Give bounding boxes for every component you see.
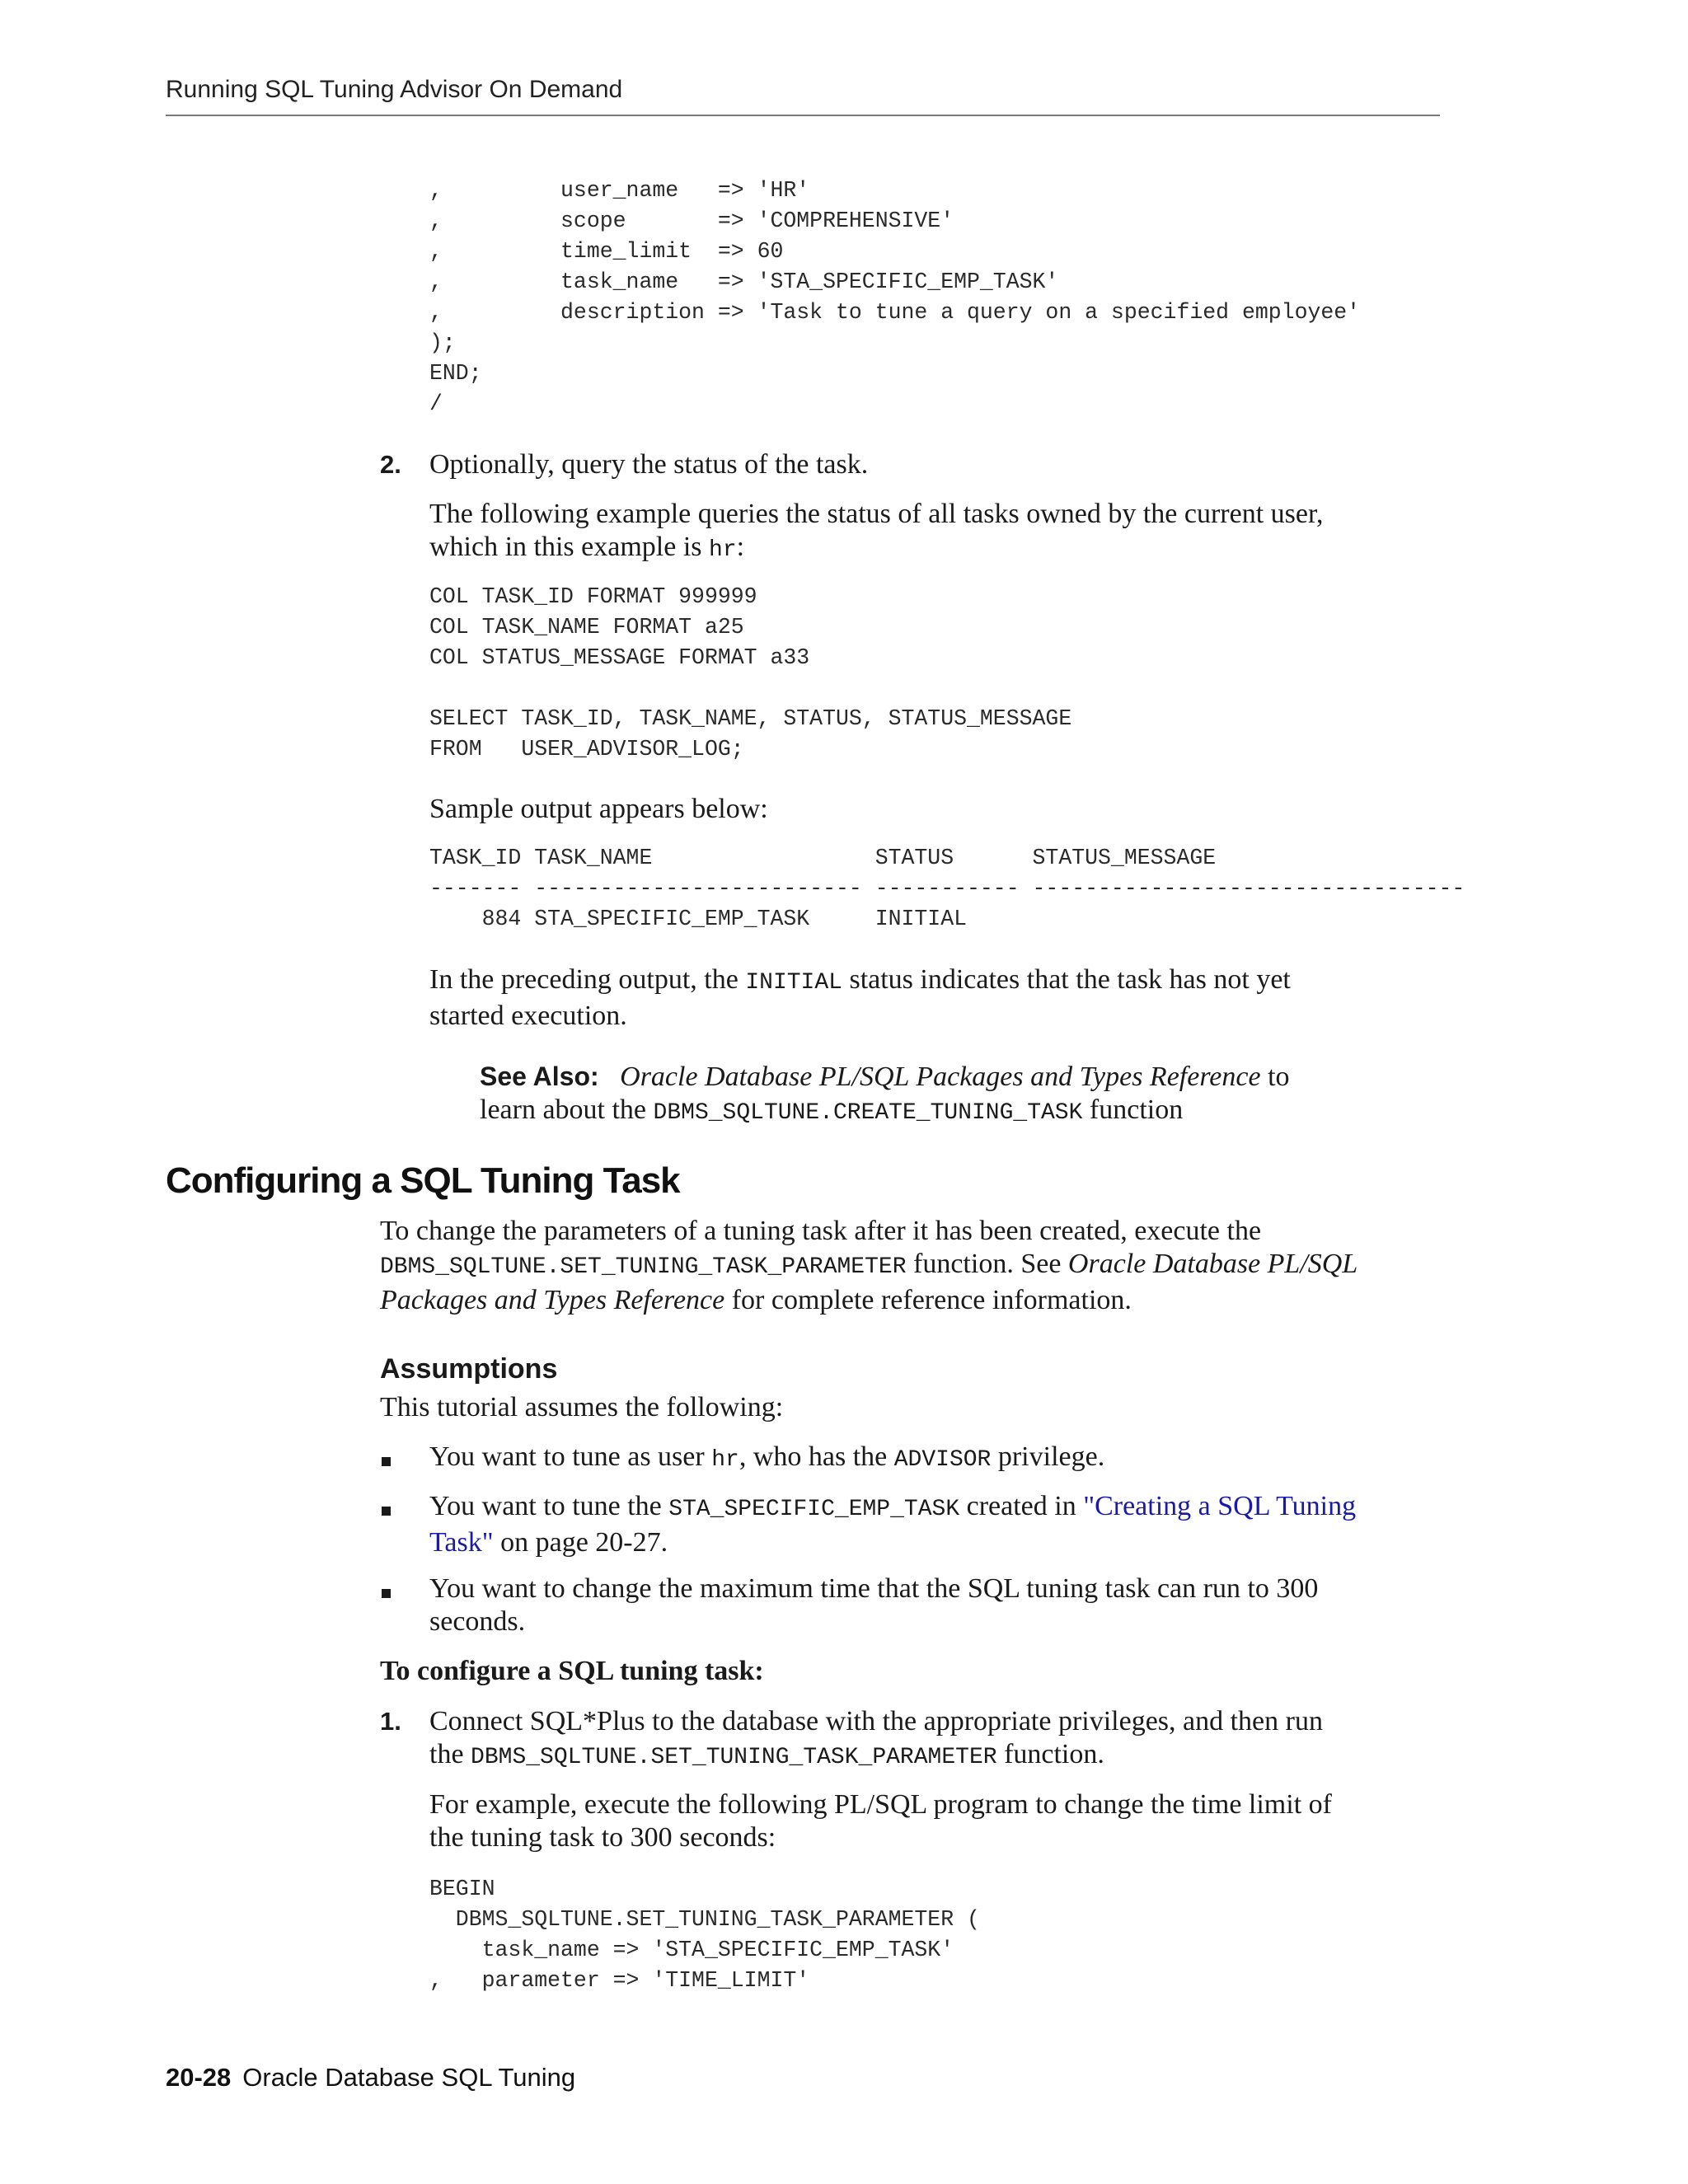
cross-reference-link[interactable]: "Creating a SQL Tuning bbox=[1083, 1491, 1357, 1521]
text-run: the bbox=[429, 1739, 471, 1769]
text-run: on page 20-27. bbox=[493, 1527, 668, 1558]
code-line: 884 STA_SPECIFIC_EMP_TASK INITIAL bbox=[429, 907, 968, 931]
text-run: privilege. bbox=[991, 1441, 1105, 1472]
see-also-note bbox=[480, 1060, 1290, 1130]
cross-reference-link[interactable]: Task" bbox=[429, 1527, 494, 1558]
text-run: function. See bbox=[906, 1249, 1068, 1279]
text-run: status indicates that the task has not yet bbox=[842, 964, 1291, 995]
assumptions-heading: Assumptions bbox=[380, 1353, 558, 1385]
assumptions-lead: This tutorial assumes the following: bbox=[380, 1392, 784, 1422]
step-number: 1. bbox=[380, 1707, 401, 1736]
procedure-step-1 bbox=[429, 1705, 1323, 1774]
step-2-title: Optionally, query the status of the task. bbox=[429, 449, 869, 480]
code-block-query-status bbox=[429, 582, 1071, 765]
code-line: , scope => 'COMPREHENSIVE' bbox=[429, 209, 954, 233]
assumption-item-1 bbox=[429, 1441, 1104, 1477]
code-line: , user_name => 'HR' bbox=[429, 178, 810, 203]
inline-code: INITIAL bbox=[745, 970, 842, 996]
reference-title: Oracle Database PL/SQL bbox=[1067, 1249, 1358, 1279]
code-block-sample-output bbox=[429, 843, 1465, 935]
bullet-icon bbox=[382, 1457, 391, 1466]
paragraph-line: seconds. bbox=[429, 1606, 526, 1637]
code-line: , description => 'Task to tune a query on a specified employee' bbox=[429, 300, 1361, 325]
code-line: DBMS_SQLTUNE.SET_TUNING_TASK_PARAMETER ( bbox=[429, 1907, 980, 1932]
section-heading: Configuring a SQL Tuning Task bbox=[166, 1160, 680, 1201]
code-line: / bbox=[429, 391, 443, 416]
code-line: COL TASK_NAME FORMAT a25 bbox=[429, 615, 744, 640]
paragraph-line: Connect SQL*Plus to the database with the appropriate privileges, and then run bbox=[429, 1706, 1323, 1736]
paragraph-line: started execution. bbox=[429, 1001, 627, 1031]
assumption-item-2 bbox=[429, 1490, 1356, 1559]
inline-code: STA_SPECIFIC_EMP_TASK bbox=[668, 1497, 960, 1522]
procedure-heading: To configure a SQL tuning task: bbox=[380, 1656, 764, 1686]
preceding-output-paragraph bbox=[429, 963, 1291, 1033]
example-paragraph bbox=[429, 1788, 1332, 1854]
bullet-icon bbox=[382, 1589, 391, 1598]
inline-code: hr bbox=[711, 1447, 739, 1473]
inline-code: hr bbox=[709, 537, 737, 563]
code-line: ); bbox=[429, 330, 456, 355]
code-line: , task_name => 'STA_SPECIFIC_EMP_TASK' bbox=[429, 269, 1059, 294]
section-intro-paragraph bbox=[380, 1215, 1357, 1317]
paragraph-line: You want to change the maximum time that the SQL tuning task can run to 300 bbox=[429, 1573, 1319, 1604]
paragraph-line: the tuning task to 300 seconds: bbox=[429, 1822, 776, 1853]
text-run: function. bbox=[996, 1739, 1104, 1769]
header-rule bbox=[166, 115, 1440, 116]
paragraph-line: For example, execute the following PL/SQL program to change the time limit of bbox=[429, 1789, 1332, 1820]
reference-title: Oracle Database PL/SQL Packages and Types Reference bbox=[620, 1062, 1261, 1092]
code-line: COL STATUS_MESSAGE FORMAT a33 bbox=[429, 645, 810, 670]
code-block-create-task-end bbox=[429, 176, 1360, 419]
inline-code: DBMS_SQLTUNE.SET_TUNING_TASK_PARAMETER bbox=[380, 1254, 907, 1280]
code-line bbox=[429, 673, 1071, 704]
paragraph-line bbox=[429, 1526, 1356, 1559]
text-run: In the preceding output, the bbox=[429, 964, 746, 995]
assumption-item-3 bbox=[429, 1572, 1318, 1638]
code-line: SELECT TASK_ID, TASK_NAME, STATUS, STATUS_MESSAGE bbox=[429, 706, 1072, 731]
paragraph-line bbox=[429, 1738, 1323, 1774]
paragraph-line bbox=[429, 1490, 1356, 1526]
code-line: BEGIN bbox=[429, 1877, 495, 1901]
code-line: , time_limit => 60 bbox=[429, 239, 784, 264]
text-run: created in bbox=[959, 1491, 1084, 1521]
inline-code: DBMS_SQLTUNE.CREATE_TUNING_TASK bbox=[653, 1100, 1083, 1126]
text-run: You want to tune the bbox=[429, 1491, 669, 1521]
page-number: 20-28 bbox=[166, 2063, 232, 2092]
sample-output-label: Sample output appears below: bbox=[429, 794, 768, 824]
inline-code: ADVISOR bbox=[893, 1447, 992, 1473]
code-line: ------- ------------------------- ----------- --------------------------------- bbox=[429, 876, 1465, 901]
see-also-line bbox=[480, 1094, 1290, 1130]
paragraph-line: To change the parameters of a tuning task after it has been created, execute the bbox=[380, 1216, 1262, 1246]
book-title: Oracle Database SQL Tuning bbox=[242, 2063, 576, 2092]
paragraph-line bbox=[380, 1284, 1357, 1317]
text-run: , who has the bbox=[738, 1441, 894, 1472]
text-run: : bbox=[736, 532, 745, 562]
text-run: function bbox=[1082, 1094, 1184, 1125]
paragraph-line bbox=[429, 531, 1323, 567]
running-header: Running SQL Tuning Advisor On Demand bbox=[166, 76, 623, 103]
code-line: FROM USER_ADVISOR_LOG; bbox=[429, 737, 744, 762]
text-run: You want to tune as user bbox=[429, 1441, 712, 1472]
paragraph-line: The following example queries the status of all tasks owned by the current user, bbox=[429, 499, 1324, 529]
code-line: task_name => 'STA_SPECIFIC_EMP_TASK' bbox=[429, 1938, 954, 1962]
text-run: learn about the bbox=[480, 1094, 654, 1125]
inline-code: DBMS_SQLTUNE.SET_TUNING_TASK_PARAMETER bbox=[471, 1745, 997, 1770]
see-also-label: See Also: bbox=[480, 1062, 599, 1091]
step-2-paragraph bbox=[429, 498, 1323, 567]
code-line: COL TASK_ID FORMAT 999999 bbox=[429, 584, 757, 609]
code-line: END; bbox=[429, 361, 482, 386]
code-line: TASK_ID TASK_NAME STATUS STATUS_MESSAGE bbox=[429, 846, 1217, 870]
page-footer bbox=[166, 2063, 575, 2093]
see-also-line bbox=[480, 1060, 1290, 1094]
code-block-set-parameter bbox=[429, 1874, 980, 1996]
reference-title: Packages and Types Reference bbox=[380, 1285, 725, 1315]
paragraph-line bbox=[380, 1248, 1357, 1284]
text-run: to bbox=[1260, 1062, 1290, 1092]
bullet-icon bbox=[382, 1507, 391, 1516]
text-run: for complete reference information. bbox=[724, 1285, 1132, 1315]
code-line: , parameter => 'TIME_LIMIT' bbox=[429, 1968, 810, 1993]
paragraph-line bbox=[429, 963, 1291, 1000]
text-run: which in this example is bbox=[429, 532, 710, 562]
step-number: 2. bbox=[380, 450, 401, 479]
